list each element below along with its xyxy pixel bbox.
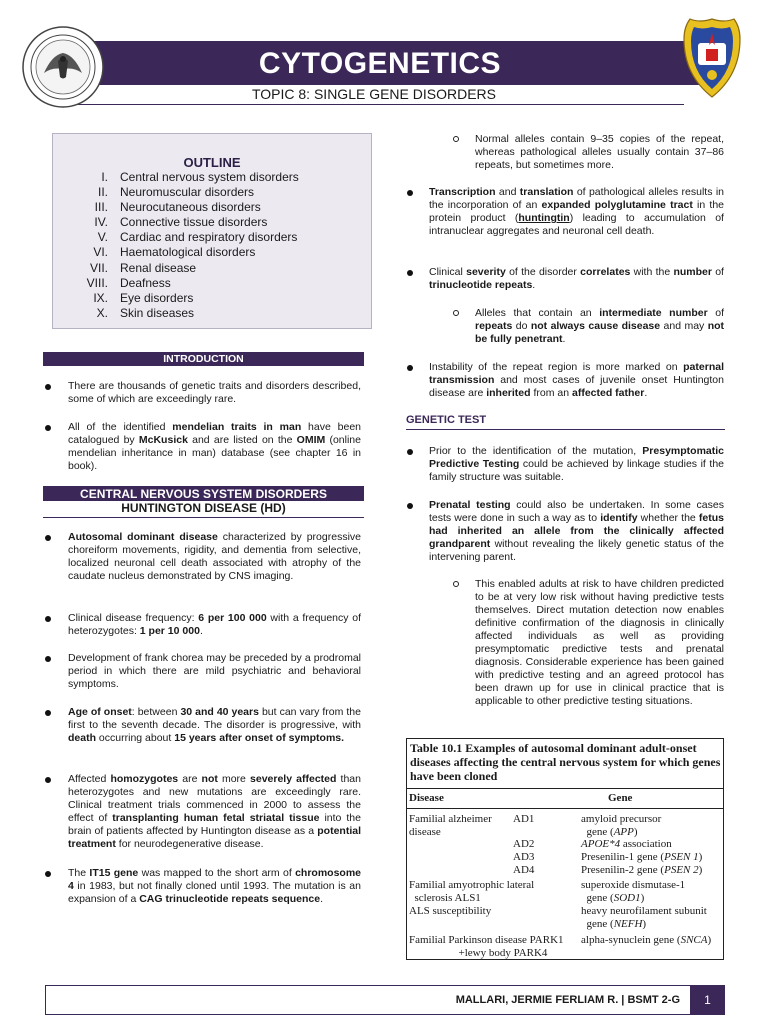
bullet-icon xyxy=(45,871,51,877)
gt-paragraph-2: Prenatal testing could also be undertaken. In some cases tests were done in such a way as to identify whether the fetus had inherited an allele from the clinically affected grandparent without revealing the likely genetic status of the intervening parent. xyxy=(429,499,724,563)
hd-subparagraph-intermediate: Alleles that contain an intermediate number of repeats do not always cause disease and may not be fully penetrant. xyxy=(475,307,725,345)
outline-list xyxy=(60,170,360,321)
outline-item xyxy=(60,170,360,185)
college-crest-logo xyxy=(680,15,744,101)
table-cell-gene: Presenilin-1 gene (PSEN 1) xyxy=(581,851,703,863)
outline-item xyxy=(60,200,360,215)
sub-bullet-icon xyxy=(453,310,459,316)
hd-paragraph-3: Development of frank chorea may be preceded by a prodromal period in which there are mild psychiatric and behavioral symptoms. xyxy=(68,652,361,690)
table-header-gene: Gene xyxy=(608,792,633,804)
outline-text: Central nervous system disorders xyxy=(120,170,299,184)
table-cell-locus: AD1 xyxy=(513,813,535,825)
outline-number: III. xyxy=(94,200,108,215)
outline-number: VIII. xyxy=(86,275,108,290)
section-heading-genetic-test: GENETIC TEST xyxy=(406,414,725,430)
hd-paragraph-7: Transcription and translation of pathological alleles results in the incorporation of an expanded polyglutamine tract in the protein product (huntingtin) leading to accumulation of intranuclear aggregates and neuronal cell death. xyxy=(429,186,725,237)
outline-number: V. xyxy=(97,230,108,245)
university-seal-logo xyxy=(22,25,104,109)
hd-paragraph-6: The IT15 gene was mapped to the short arm of chromosome 4 in 1983, but not finally cloned until 1993. The mutation is an expansion of a CAG trinucleotide repeats sequence. xyxy=(68,867,361,905)
bullet-icon xyxy=(45,425,51,431)
gt-paragraph-1: Prior to the identification of the mutation, Presymptomatic Predictive Testing could be achieved by linkage studies if the family structure was suitable. xyxy=(429,445,724,483)
table-rule xyxy=(406,788,724,789)
outline-number: X. xyxy=(96,305,108,320)
outline-number: I. xyxy=(101,170,108,184)
outline-item xyxy=(60,230,360,245)
hd-subparagraph-alleles: Normal alleles contain 9–35 copies of the repeat, whereas pathological alleles usually contain 37–86 repeats, but sometimes more. xyxy=(475,133,724,171)
sub-bullet-icon xyxy=(453,136,459,142)
table-cell-gene: Presenilin-2 gene (PSEN 2) xyxy=(581,864,703,876)
gt-subparagraph-adults: This enabled adults at risk to have children predicted to be at very low risk without having predictive tests themselves. Direct mutation detection now enables definitive confirmation of the diagnosis in clinically affected individuals as well as providing presymptomatic predictive tests and prenatal diagnosis. Considerable experience has been gained with predictive testing and an agreed protocol has been drawn up for use in clinical practice that is applicable to other predictive testing situations. xyxy=(475,578,724,707)
table-cell-disease: Familial alzheimer disease xyxy=(409,813,492,838)
bullet-icon xyxy=(45,384,51,390)
page-number: 1 xyxy=(690,985,725,1015)
hd-paragraph-9: Instability of the repeat region is more marked on paternal transmission and most cases of juvenile onset Huntington disease are inherited from an affected father. xyxy=(429,361,724,399)
table-caption: Table 10.1 Examples of autosomal dominant adult-onset diseases affecting the central nervous system for which genes have been cloned xyxy=(410,741,721,783)
intro-paragraph-1: There are thousands of genetic traits and disorders described, some of which are exceedingly rare. xyxy=(68,380,361,405)
bullet-icon xyxy=(407,190,413,196)
bullet-icon xyxy=(407,449,413,455)
bullet-icon xyxy=(45,777,51,783)
outline-text: Eye disorders xyxy=(120,290,194,305)
table-cell-locus: AD4 xyxy=(513,864,535,876)
table-cell-gene: amyloid precursor gene (APP) xyxy=(581,813,662,838)
section-heading-huntington: HUNTINGTON DISEASE (HD) xyxy=(43,501,364,518)
outline-item xyxy=(60,291,360,306)
hd-paragraph-4: Age of onset: between 30 and 40 years but can vary from the first to the seventh decade. The disorder is progressive, with death occurring about 15 years after onset of symptoms. xyxy=(68,706,361,744)
section-heading-introduction: INTRODUCTION xyxy=(43,352,364,366)
outline-text: Deafness xyxy=(120,275,171,290)
table-cell-gene: heavy neurofilament subunit gene (NEFH) xyxy=(581,905,707,930)
bullet-icon xyxy=(45,656,51,662)
bullet-icon xyxy=(45,535,51,541)
outline-item xyxy=(60,261,360,276)
table-cell-disease: Familial Parkinson disease PARK1 +lewy body PARK4 xyxy=(409,934,564,959)
page-title: CYTOGENETICS xyxy=(258,47,502,80)
outline-text: Cardiac and respiratory disorders xyxy=(120,230,298,245)
table-cell-gene: APOE*4 association xyxy=(581,838,672,850)
table-cell-disease: ALS susceptibility xyxy=(409,905,492,917)
outline-title: OUTLINE xyxy=(183,155,241,170)
bullet-icon xyxy=(407,365,413,371)
table-cell-gene: alpha-synuclein gene (SNCA) xyxy=(581,934,712,946)
outline-item xyxy=(60,276,360,291)
outline-number: IX. xyxy=(93,290,108,305)
outline-text: Neurocutaneous disorders xyxy=(120,200,261,215)
table-cell-gene: superoxide dismutase-1 gene (SOD1) xyxy=(581,879,686,904)
outline-number: II. xyxy=(97,185,108,200)
table-cell-locus: AD3 xyxy=(513,851,535,863)
bullet-icon xyxy=(45,616,51,622)
outline-text: Connective tissue disorders xyxy=(120,215,268,230)
outline-text: Haematological disorders xyxy=(120,245,256,260)
section-heading-cns: CENTRAL NERVOUS SYSTEM DISORDERS xyxy=(43,486,364,501)
bullet-icon xyxy=(407,270,413,276)
hd-paragraph-5: Affected homozygotes are not more severely affected than heterozygotes and new mutations are exceedingly rare. Clinical treatment trials commenced in 2000 to assess the effect of transplanting human fetal striatal tissue into the brain of patients affected by Huntington disease as a potential treatment for neurodegenerative disease. xyxy=(68,773,361,850)
footer-author: MALLARI, JERMIE FERLIAM R. | BSMT 2-G xyxy=(455,994,680,1006)
sub-bullet-icon xyxy=(453,581,459,587)
hd-paragraph-2: Clinical disease frequency: 6 per 100 000 with a frequency of heterozygotes: 1 per 10 000. xyxy=(68,612,361,637)
table-header-disease: Disease xyxy=(409,792,444,804)
outline-item xyxy=(60,185,360,200)
outline-text: Neuromuscular disorders xyxy=(120,185,255,200)
outline-text: Renal disease xyxy=(120,260,197,275)
outline-item xyxy=(60,215,360,230)
outline-item xyxy=(60,306,360,321)
table-cell-disease: Familial amyotrophic lateral sclerosis ALS1 xyxy=(409,879,535,904)
table-cell-locus: AD2 xyxy=(513,838,535,850)
table-rule xyxy=(406,808,724,809)
outline-number: VII. xyxy=(89,260,108,275)
outline-item xyxy=(60,245,360,260)
outline-text: Skin diseases xyxy=(120,305,195,320)
outline-number: VI. xyxy=(93,245,108,260)
page-subtitle: TOPIC 8: SINGLE GENE DISORDERS xyxy=(251,86,497,102)
bullet-icon xyxy=(45,710,51,716)
bullet-icon xyxy=(407,503,413,509)
hd-paragraph-8: Clinical severity of the disorder correlates with the number of trinucleotide repeats. xyxy=(429,266,724,291)
intro-paragraph-2: All of the identified mendelian traits in man have been catalogued by McKusick and are listed on the OMIM (online mendelian inheritance in man) database (see chapter 16 in book). xyxy=(68,421,361,472)
outline-number: IV. xyxy=(94,215,108,230)
hd-paragraph-1: Autosomal dominant disease characterized by progressive choreiform movements, rigidity, and dementia from selective, localized neuronal cell death associated with atrophy of the caudate nucleus demonstrated by CNS imaging. xyxy=(68,531,361,582)
